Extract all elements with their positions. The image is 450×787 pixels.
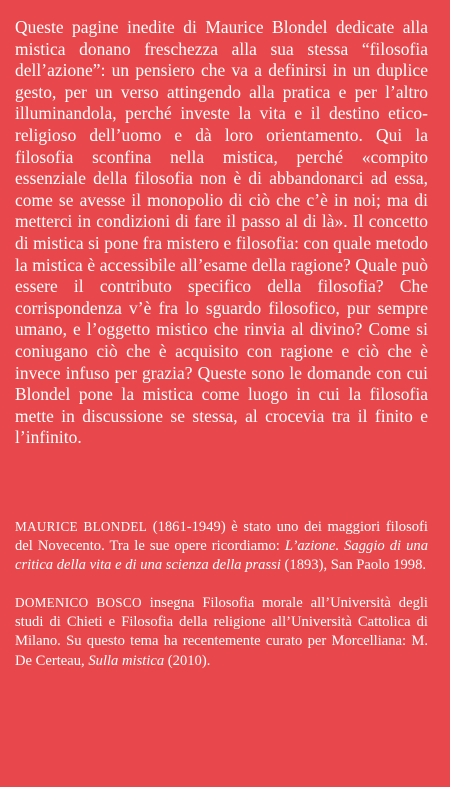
editor-bio-bosco — [15, 593, 428, 671]
author-bio-blondel — [15, 517, 428, 576]
bio-bosco-text-1: insegna Filosofia morale all’Università degli studi di Chieti e Filosofia della religione all’Università Cattolica di Milano. Su questo tema ha recentemente curato per Morcelliana: M. De Certeau, — [15, 595, 428, 669]
bio-blondel-text-2: (1893), San Paolo 1998. — [280, 557, 427, 574]
editor-name-bosco: DOMENICO BOSCO — [15, 595, 142, 610]
book-blurb: Queste pagine inedite di Maurice Blondel dedicate alla mistica donano freschezza alla sua stessa “filosofia dell’azione”: un pensiero che va a definirsi in un duplice gesto, per un verso attingendo alla pratica e per l’altro illuminandola, perché investe la vita e il destino etico-religioso dell’uomo e dà loro orientamento. Qui la filosofia sconfina nella mistica, perché «compito essenziale della filosofia non è di abbandonarci ad essa, come se avesse il monopolio di ciò che c’è in noi; ma di metterci in condizioni di fare il passo al di là». Il concetto di mistica si pone fra mistero e filosofia: con quale metodo la mistica è accessibile all’esame della ragione? Quale può essere il contributo specifico della filosofia? Che corrispondenza v’è fra lo sguardo filosofico, pur sempre umano, e l’oggetto mistico che rinvia al divino? Come si coniugano ciò che è acquisito con ragione e ciò che è invece infuso per grazia? Queste sono le domande con cui Blondel pone la mistica come luogo in cui la filosofia mette in discussione se stessa, al crocevia tra il finito e l’infinito. — [15, 17, 428, 448]
bio-bosco-work-title: Sulla mistica — [88, 652, 165, 669]
bio-blondel-work-title: L’azione. Saggio di una critica della vita e di una scienza della prassi — [15, 538, 428, 574]
bio-bosco-text-2: (2010). — [164, 652, 211, 669]
bio-blondel-text-1: (1861-1949) è stato uno dei maggiori filosofi del Novecento. Tra le sue opere ricordiamo: — [15, 519, 428, 555]
author-name-blondel: MAURICE BLONDEL — [15, 519, 148, 534]
